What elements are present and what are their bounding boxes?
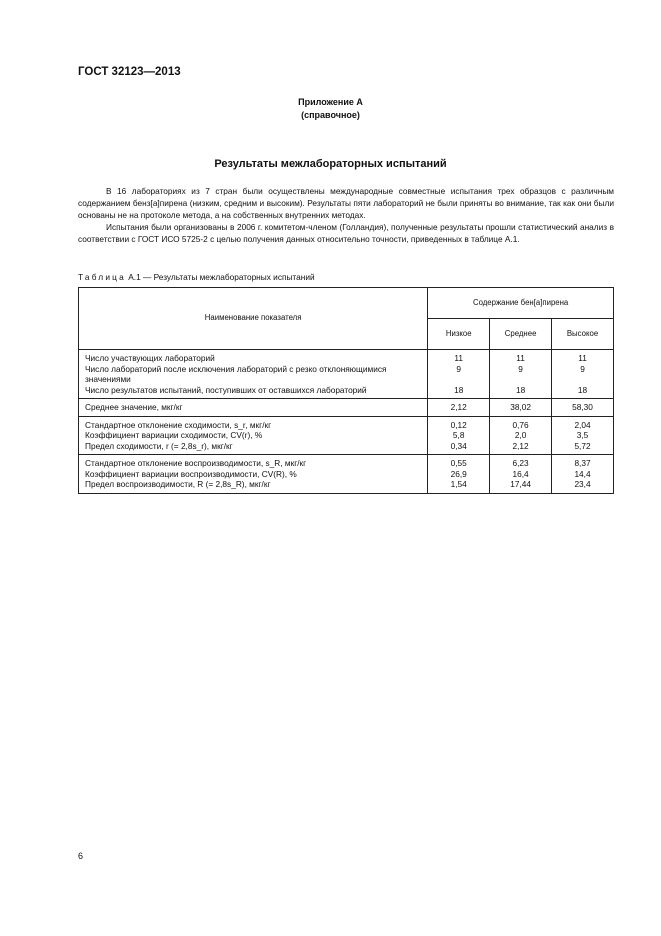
value-high-cell xyxy=(552,455,614,494)
indicator-label: Предел воспроизводимости, R (= 2,8s_R), мкг/кг xyxy=(85,479,271,489)
header-name: Наименование показателя xyxy=(79,288,428,350)
paragraph-1 xyxy=(78,185,614,221)
value-low: 2,12 xyxy=(450,402,467,412)
value-medium: 38,02 xyxy=(510,402,531,412)
value-low: 0,12 xyxy=(450,419,467,430)
indicator-label: Коэффициент вариации воспроизводимости, CV(R), % xyxy=(85,468,297,479)
indicator-label: Число результатов испытаний, поступивших от оставшихся лабораторий xyxy=(85,384,367,395)
value-high-cell xyxy=(552,399,614,417)
table-block xyxy=(79,350,614,399)
value-high-cell xyxy=(552,416,614,455)
indicator-cell xyxy=(79,350,428,399)
value-high: 9 xyxy=(580,363,585,374)
value-high: 8,37 xyxy=(574,458,591,468)
value-medium-cell xyxy=(490,350,552,399)
value-high-cell xyxy=(552,350,614,399)
indicator-label: Предел сходимости, r (= 2,8s_r), мкг/кг xyxy=(85,440,233,451)
value-medium: 2,12 xyxy=(512,440,529,451)
annex-title: Приложение А xyxy=(298,97,363,107)
table-caption xyxy=(78,272,315,282)
indicator-label: Число лабораторий после исключения лабораторий с резко отклоняющимися значениями xyxy=(85,363,387,384)
value-high: 14,4 xyxy=(574,468,591,479)
page-number: 6 xyxy=(78,851,84,861)
value-low-cell xyxy=(428,455,490,494)
value-high: 11 xyxy=(578,353,587,363)
value-medium: 16,4 xyxy=(512,468,529,479)
table-block xyxy=(79,416,614,455)
paragraph-2 xyxy=(78,221,614,245)
header-medium: Среднее xyxy=(490,319,552,350)
value-low: 18 xyxy=(454,384,464,395)
value-medium-cell xyxy=(490,455,552,494)
table-block xyxy=(79,455,614,494)
table-caption-text: А.1 — Результаты межлабораторных испытаний xyxy=(125,272,315,282)
indicator-label: Стандартное отклонение сходимости, s_r, мкг/кг xyxy=(85,419,272,430)
value-medium: 11 xyxy=(516,353,525,363)
value-high: 18 xyxy=(577,384,588,395)
section-title: Результаты межлабораторных испытаний xyxy=(214,158,447,170)
header-high: Высокое xyxy=(552,319,614,350)
indicator-label: Стандартное отклонение воспроизводимости, s_R, мкг/кг xyxy=(85,458,307,468)
value-high: 23,4 xyxy=(574,479,591,489)
value-low: 0,34 xyxy=(450,440,467,451)
value-low-cell xyxy=(428,350,490,399)
value-low: 5,8 xyxy=(452,430,465,440)
value-medium: 2,0 xyxy=(514,430,527,440)
value-high: 3,5 xyxy=(576,430,589,440)
value-low: 11 xyxy=(454,353,463,363)
indicator-label: Число участвующих лабораторий xyxy=(85,353,215,363)
indicator-cell xyxy=(79,455,428,494)
annex-heading xyxy=(0,96,661,122)
document-header: ГОСТ 32123—2013 xyxy=(78,66,181,78)
value-medium-cell xyxy=(490,399,552,417)
value-low: 1,54 xyxy=(450,479,467,489)
value-medium: 18 xyxy=(515,384,526,395)
table-block xyxy=(79,399,614,417)
value-high: 5,72 xyxy=(574,440,591,451)
paragraph-2-text: Испытания были организованы в 2006 г. комитетом-членом (Голландия), полученные результаты прошли статистический анализ в соответствии с ГОСТ ИСО 5725-2 с целью получения данных относительно точности, приведенных в таблице А.1. xyxy=(78,222,614,244)
value-high: 58,30 xyxy=(572,402,593,412)
indicator-cell xyxy=(79,416,428,455)
paragraph-1-text: В 16 лабораториях из 7 стран были осуществлены международные совместные испытания трех образцов с различным содержанием бенз[а]пирена (низким, средним и высоким). Результаты пяти лабораторий не были приняты во внимание, так как они были основаны не на протоколе метода, а на собственных внутренних методах. xyxy=(78,186,614,220)
indicator-label: Среднее значение, мкг/кг xyxy=(85,402,183,412)
value-medium: 17,44 xyxy=(510,479,531,489)
table-caption-prefix: Таблица xyxy=(78,272,126,282)
value-medium: 9 xyxy=(518,363,523,374)
value-medium: 0,76 xyxy=(512,419,529,430)
header-group: Содержание бен[а]пирена xyxy=(428,288,614,319)
indicator-label: Коэффициент вариации сходимости, CV(r), % xyxy=(85,430,263,440)
value-low-cell xyxy=(428,416,490,455)
header-low: Низкое xyxy=(428,319,490,350)
indicator-cell xyxy=(79,399,428,417)
value-medium-cell xyxy=(490,416,552,455)
value-low-cell xyxy=(428,399,490,417)
results-table xyxy=(78,287,614,494)
value-low: 9 xyxy=(456,363,461,374)
value-high: 2,04 xyxy=(574,419,591,430)
table-body xyxy=(79,350,614,494)
value-medium: 6,23 xyxy=(512,458,529,468)
value-low: 0,55 xyxy=(450,458,467,468)
value-low: 26,9 xyxy=(450,468,467,479)
annex-subtitle: (справочное) xyxy=(301,110,360,120)
